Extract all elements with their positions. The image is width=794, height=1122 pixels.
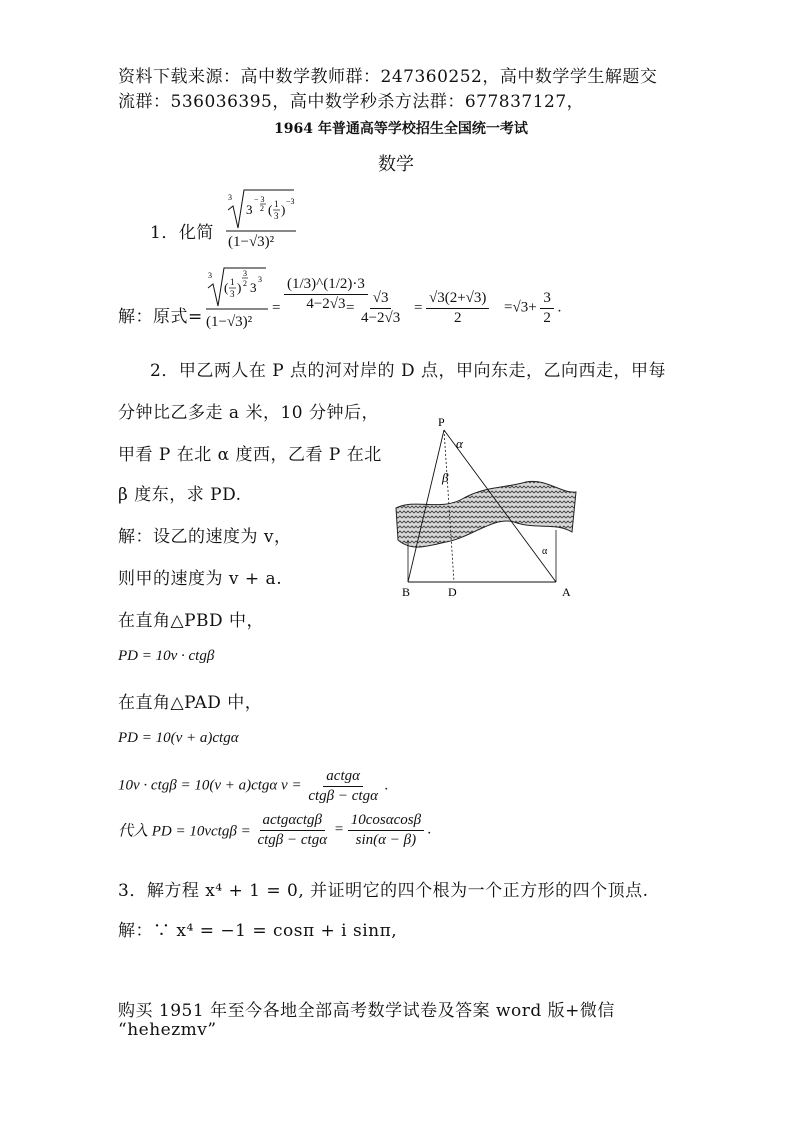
q2-line-8: 在直角△PAD 中，: [118, 693, 263, 713]
svg-text:1: 1: [230, 277, 235, 287]
q1-solution-den: (1−√3)²: [206, 314, 253, 330]
footer-line-1: 购买 1951 年至今各地全部高考数学试卷及答案 word 版+微信: [118, 1001, 615, 1021]
q1-label: 1．化简: [150, 223, 214, 243]
q2-line-7: 在直角△PBD 中，: [118, 611, 265, 631]
q1-eq-3: =: [414, 300, 423, 316]
svg-text:3: 3: [243, 269, 247, 278]
svg-text:− 3: − 3: [254, 195, 265, 204]
svg-text:2: 2: [243, 279, 247, 288]
label-alpha: α: [456, 436, 463, 451]
label-p: P: [438, 415, 445, 429]
q1-step2: [284, 276, 368, 312]
q2-figure: [386, 410, 586, 610]
q2-eq-3: 10v · ctgβ = 10(v + a)ctgα v = $\frac{\text{actgα}}{\text{ctgβ − ctgα}}$ .: [118, 768, 389, 804]
q2-eq-4: 代入 PD = 10vctgβ = $\frac{\text{actgαctgβ}}{\text{ctgβ − ctgα}}$ = $\frac{10\cos\alpha\cos\beta}{\sin(\alpha - \beta)}$ .: [118, 812, 432, 848]
svg-text:3: 3: [230, 289, 235, 299]
label-a: A: [562, 585, 571, 599]
q1-solution-prefix: 解：原式=: [118, 307, 203, 327]
q2-line-4: β 度东，求 PD.: [118, 485, 242, 505]
q1-eq-1: =: [272, 300, 281, 316]
q2-eq-3-left: 10v · ctgβ = 10(v + a)ctgα v =: [118, 777, 302, 794]
q1-step4-num: √3(2+√3): [426, 290, 489, 309]
q1-eq-2: =: [346, 300, 355, 316]
q2-line-3: 甲看 P 在北 α 度西，乙看 P 在北: [118, 445, 382, 465]
label-alpha-small: α: [542, 546, 548, 557]
label-d: D: [448, 585, 457, 599]
q1-step3-den: 4−2√3: [361, 309, 401, 326]
q2-eq-4-den2: sin(α − β): [355, 831, 417, 848]
river-band: [396, 481, 576, 547]
q2-line-5: 解：设乙的速度为 v，: [118, 527, 292, 547]
svg-text:1: 1: [274, 199, 279, 209]
label-b: B: [402, 585, 411, 599]
q1-step2-frac: [284, 276, 368, 312]
q1-denominator: (1−√3)²: [228, 234, 275, 250]
q2-eq-4-num1: actgαctgβ: [260, 812, 326, 831]
q1-result-a: =√3+: [504, 299, 537, 316]
svg-text:3: 3: [208, 271, 212, 280]
svg-text:3: 3: [250, 280, 257, 295]
q3-line-1: 3．解方程 x⁴ + 1 = 0, 并证明它的四个根为一个正方形的四个顶点.: [118, 881, 649, 901]
q1-step4: [426, 290, 489, 326]
q1-step3-num: √3: [370, 290, 392, 309]
q1-result-num: 3: [540, 290, 554, 309]
q2-eq-1: PD = 10v · ctgβ: [118, 648, 215, 664]
footer-line-2: “hehezmv”: [118, 1020, 217, 1040]
q2-line-1: 2．甲乙两人在 P 点的河对岸的 D 点，甲向东走，乙向西走，甲每: [150, 361, 666, 381]
river-diagram: [386, 410, 586, 606]
header-line-2: 流群：536036395，高中数学秒杀方法群：677837127，: [118, 92, 585, 112]
q2-eq-4-den1: ctgβ − ctgα: [257, 831, 328, 848]
q2-line-6: 则甲的速度为 v + a.: [118, 569, 283, 589]
svg-text:3: 3: [258, 275, 262, 284]
q1-step2-den: 4−2√3: [306, 295, 346, 312]
svg-text:3: 3: [274, 211, 279, 221]
q1-step3: [358, 290, 403, 326]
q2-eq-2: PD = 10(v + a)ctgα: [118, 730, 239, 746]
q1-step4-den: 2: [453, 309, 462, 326]
q2-line-2: 分钟比乙多走 a 米，10 分钟后，: [118, 403, 379, 423]
svg-text:): ): [281, 202, 286, 217]
svg-text:−3: −3: [286, 197, 295, 206]
svg-text:(: (: [224, 280, 229, 295]
svg-text:(: (: [268, 202, 273, 217]
svg-text:2: 2: [260, 204, 264, 213]
q2-eq-3-num: actgα: [323, 768, 363, 787]
exam-title: 1964 年普通高等学校招生全国统一考试: [274, 121, 528, 137]
q1-result-den: 2: [543, 309, 551, 326]
label-beta: β: [442, 470, 449, 485]
subject-title: 数学: [378, 154, 414, 175]
svg-text:3: 3: [246, 202, 253, 217]
q2-eq-3-den: ctgβ − ctgα: [308, 787, 378, 804]
q2-eq-4-left: 代入 PD = 10vctgβ =: [118, 823, 251, 840]
q1-result: =√3+ $\frac{3}{2}$ .: [504, 290, 562, 326]
svg-text:3: 3: [228, 193, 232, 202]
header-line-1: 资料下载来源：高中数学教师群：247360252，高中数学学生解题交: [118, 67, 658, 87]
q1-step2-num: (1/3)^(1/2)·3: [284, 276, 368, 295]
q3-line-2: 解：∵ x⁴ = −1 = cosπ + i sinπ,: [118, 921, 398, 941]
svg-text:): ): [237, 280, 242, 295]
q2-eq-4-num2: 10cosαcosβ: [348, 812, 424, 831]
